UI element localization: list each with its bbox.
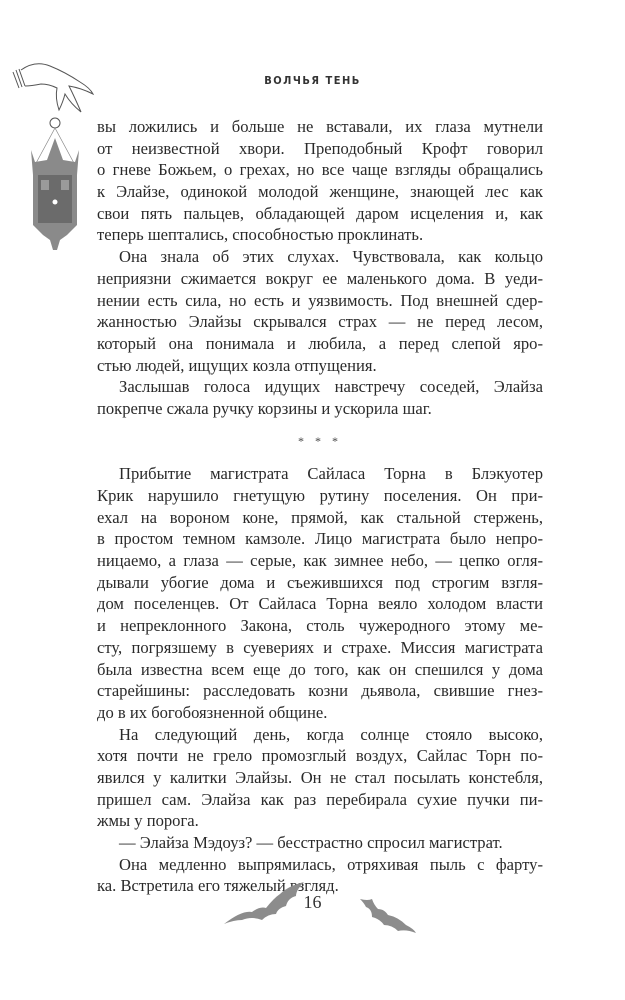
- text-line: Крик нарушило гнетущую рутину поселения. Он при-: [97, 486, 543, 505]
- text-line: Прибытие магистрата Сайласа Торна в Блэкуотер: [119, 464, 543, 484]
- text-line: теперь шептались, способностью проклинать.: [97, 225, 424, 245]
- text-line: жмы у порога.: [97, 811, 199, 831]
- text-line: дывали убогие дома и съежившихся под строгим взгля-: [97, 572, 543, 592]
- text-line: старейшины: расследовать козни дьявола, свившие гнез-: [97, 681, 543, 701]
- text-line: сту, погрязшему в суевериях и страхе. Миссия магистрата: [97, 637, 543, 657]
- text-line: хотя почти не грело промозглый воздух, Сайлас Торн по-: [97, 746, 543, 766]
- text-line: Она медленно выпрямилась, отряхивая пыль с фарту-: [119, 854, 543, 874]
- text-line: который она понимала и любила, а перед слепой яро-: [97, 333, 543, 353]
- text-line: пришел сам. Элайза как раз перебирала сухие пучки пи-: [97, 789, 543, 809]
- text-line: стью людей, ищущих козла отпущения.: [97, 355, 377, 375]
- text-line: к Элайзе, одинокой молодой женщине, знающей лес как: [97, 182, 543, 202]
- running-head: ВОЛЧЬЯ ТЕНЬ: [264, 74, 361, 87]
- text-line: Она знала об этих слухах. Чувствовала, как кольцо: [119, 247, 543, 267]
- text-line: была известна всем еще до того, как он спешился у дома: [97, 659, 543, 679]
- lantern-icon: [31, 128, 79, 250]
- section-separator: * * *: [298, 433, 342, 448]
- text-line: до в их богобоязненной общине.: [97, 702, 328, 722]
- text-line: — Элайза Мэдоуз? — бесстрастно спросил магистрат.: [119, 833, 503, 852]
- text-line: от неизвестной хвори. Преподобный Крофт говорил: [97, 138, 543, 158]
- text-line: Заслышав голоса идущих навстречу соседей, Элайза: [119, 377, 543, 397]
- text-line: ехал на вороном коне, прямой, как стальной стержень,: [97, 507, 543, 527]
- text-line: в простом темном камзоле. Лицо магистрата было непро-: [97, 529, 543, 549]
- text-line: ницаемо, а глаза — серые, как зимнее небо, — цепко огля-: [97, 551, 543, 571]
- text-line: ка. Встретила его тяжелый взгляд.: [97, 876, 339, 896]
- text-line: нении есть сила, но есть и уязвимость. Под внешней сдер-: [97, 290, 543, 310]
- text-line: жанностью Элайзы скрывался страх — не перед лесом,: [97, 312, 543, 332]
- text-line: неприязни сжимается вокруг ее маленького дома. В уеди-: [97, 268, 543, 288]
- text-line: На следующий день, когда солнце стояло высоко,: [119, 724, 543, 744]
- body-text: [97, 116, 543, 897]
- text-line: покрепче сжала ручку корзины и ускорила шаг.: [97, 398, 432, 418]
- text-line: свои пять пальцев, обладающей даром исцеления и, как: [97, 203, 543, 223]
- page-number: 16: [303, 892, 322, 912]
- text-line: явился у калитки Элайзы. Он не стал посылать констебля,: [97, 767, 543, 787]
- text-line: и непреклонного Закона, столь чужеродного этому ме-: [97, 616, 543, 636]
- text-line: вы ложились и больше не вставали, их глаза мутнели: [97, 117, 543, 136]
- text-line: дом поселенцев. От Сайласа Торна веяло холодом власти: [97, 594, 543, 614]
- text-line: о гневе Божьем, о грехах, но все чаще взгляды обращались: [97, 160, 543, 180]
